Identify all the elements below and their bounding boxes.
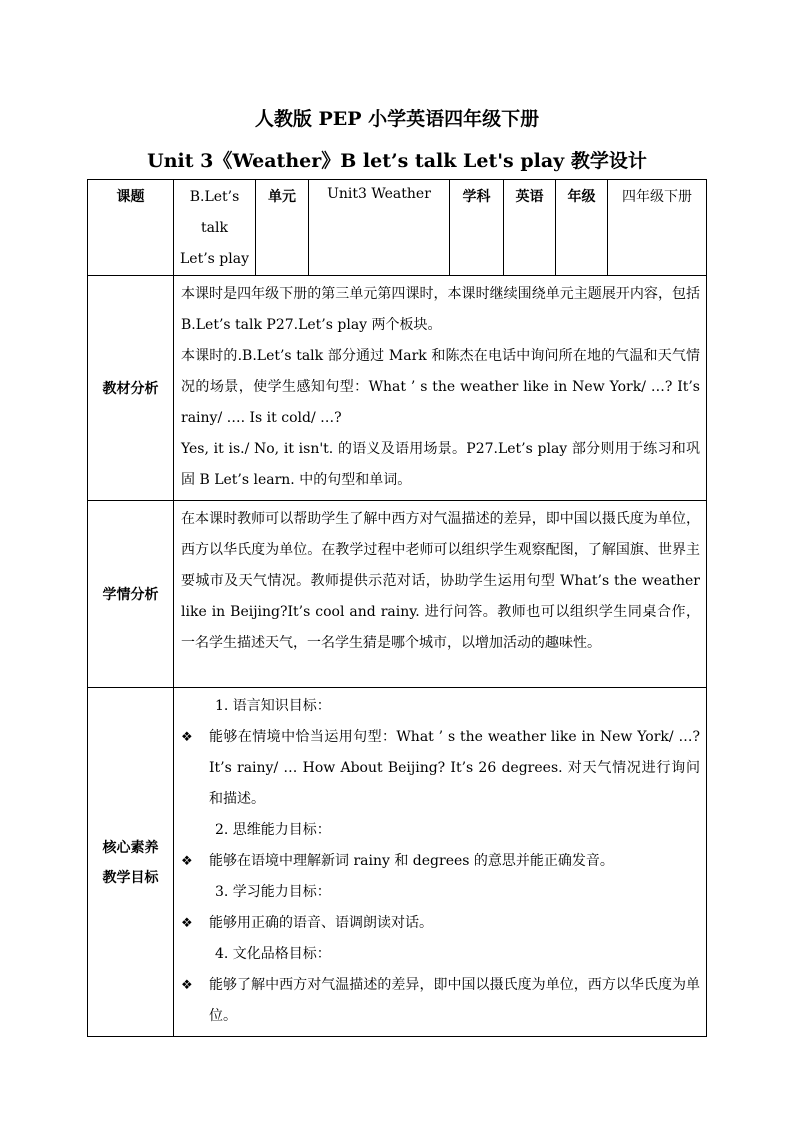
objective-heading: 1. 语言知识目标： [215, 698, 331, 714]
subject-label: 学科 [450, 180, 504, 276]
grade-value: 四年级下册 [608, 180, 707, 276]
textbook-analysis-row [88, 276, 707, 501]
paragraph: 在本课时教师可以帮助学生了解中西方对气温描述的差异，即中国以摄氏度为单位，西方以华氏度为单位。在教学过程中老师可以组织学生观察配图，了解国旗、世界主要城市及天气情况。教师提供示范对话，协助学生运用句型 What’s the weather like in Beijing?It’s cool and rainy. 进行问答。教师也可以组织学生同桌合作，一名学生描述天气，一名学生猜是哪个城市，以增加活动的趣味性。 [181, 511, 700, 651]
textbook-analysis-content [174, 276, 707, 501]
objectives-row [88, 688, 707, 1037]
objective-text: 能够在情境中恰当运用句型：What ’ s the weather like in New York/ …? It’s rainy/ … How About Beijing? It’s 26 degrees. 对天气情况进行询问和描述。 [209, 729, 700, 807]
topic-line: Let’s play [180, 251, 249, 267]
diamond-bullet-icon: ❖ [181, 854, 193, 869]
topic-line: talk [201, 220, 228, 236]
objectives-label-line: 教学目标 [102, 870, 159, 886]
textbook-analysis-label: 教材分析 [88, 276, 174, 501]
topic-line: B.Let’s [189, 189, 240, 205]
objectives-label-line: 核心素养 [102, 840, 159, 856]
diamond-bullet-icon: ❖ [181, 730, 193, 745]
objective-text: 能够用正确的语音、语调朗读对话。 [209, 915, 433, 931]
paragraph: 本课时的.B.Let’s talk 部分通过 Mark 和陈杰在电话中询问所在地的气温和天气情况的场景，使学生感知句型：What ’ s the weather like in New York/ …? It’s rainy/ …. Is it cold/ …? [181, 348, 700, 426]
document-title: 人教版 PEP 小学英语四年级下册 [254, 108, 540, 130]
grade-label: 年级 [556, 180, 608, 276]
unit-label: 单元 [256, 180, 309, 276]
lesson-plan-table [87, 179, 707, 1037]
document-subtitle: Unit 3《Weather》B let’s talk Let's play 教学设计 [147, 150, 647, 172]
objective-text: 能够在语境中理解新词 rainy 和 degrees 的意思并能正确发音。 [209, 853, 614, 869]
objective-item [181, 908, 700, 939]
paragraph: 本课时是四年级下册的第三单元第四课时，本课时继续围绕单元主题展开内容，包括 B.Let’s talk P27.Let’s play 两个板块。 [181, 286, 700, 333]
objective-item [181, 722, 700, 815]
student-analysis-label: 学情分析 [88, 501, 174, 688]
objective-heading: 4. 文化品格目标： [215, 946, 331, 962]
objective-text: 能够了解中西方对气温描述的差异，即中国以摄氏度为单位，西方以华氏度为单位。 [209, 977, 700, 1024]
objective-heading: 2. 思维能力目标： [215, 822, 331, 838]
diamond-bullet-icon: ❖ [181, 916, 193, 931]
topic-label: 课题 [88, 180, 174, 276]
student-analysis-row [88, 501, 707, 688]
objective-item [181, 846, 700, 877]
objectives-content [174, 688, 707, 1037]
paragraph: Yes, it is./ No, it isn't. 的语义及语用场景。P27.Let’s play 部分则用于练习和巩固 B Let’s learn. 中的句型和单词。 [181, 441, 700, 488]
diamond-bullet-icon: ❖ [181, 978, 193, 993]
objective-heading: 3. 学习能力目标： [215, 884, 331, 900]
info-row [88, 180, 707, 276]
student-analysis-content [174, 501, 707, 688]
unit-value: Unit3 Weather [309, 180, 450, 276]
subject-value: 英语 [504, 180, 556, 276]
objectives-label [88, 688, 174, 1037]
topic-value [174, 180, 256, 276]
objective-item [181, 970, 700, 1032]
